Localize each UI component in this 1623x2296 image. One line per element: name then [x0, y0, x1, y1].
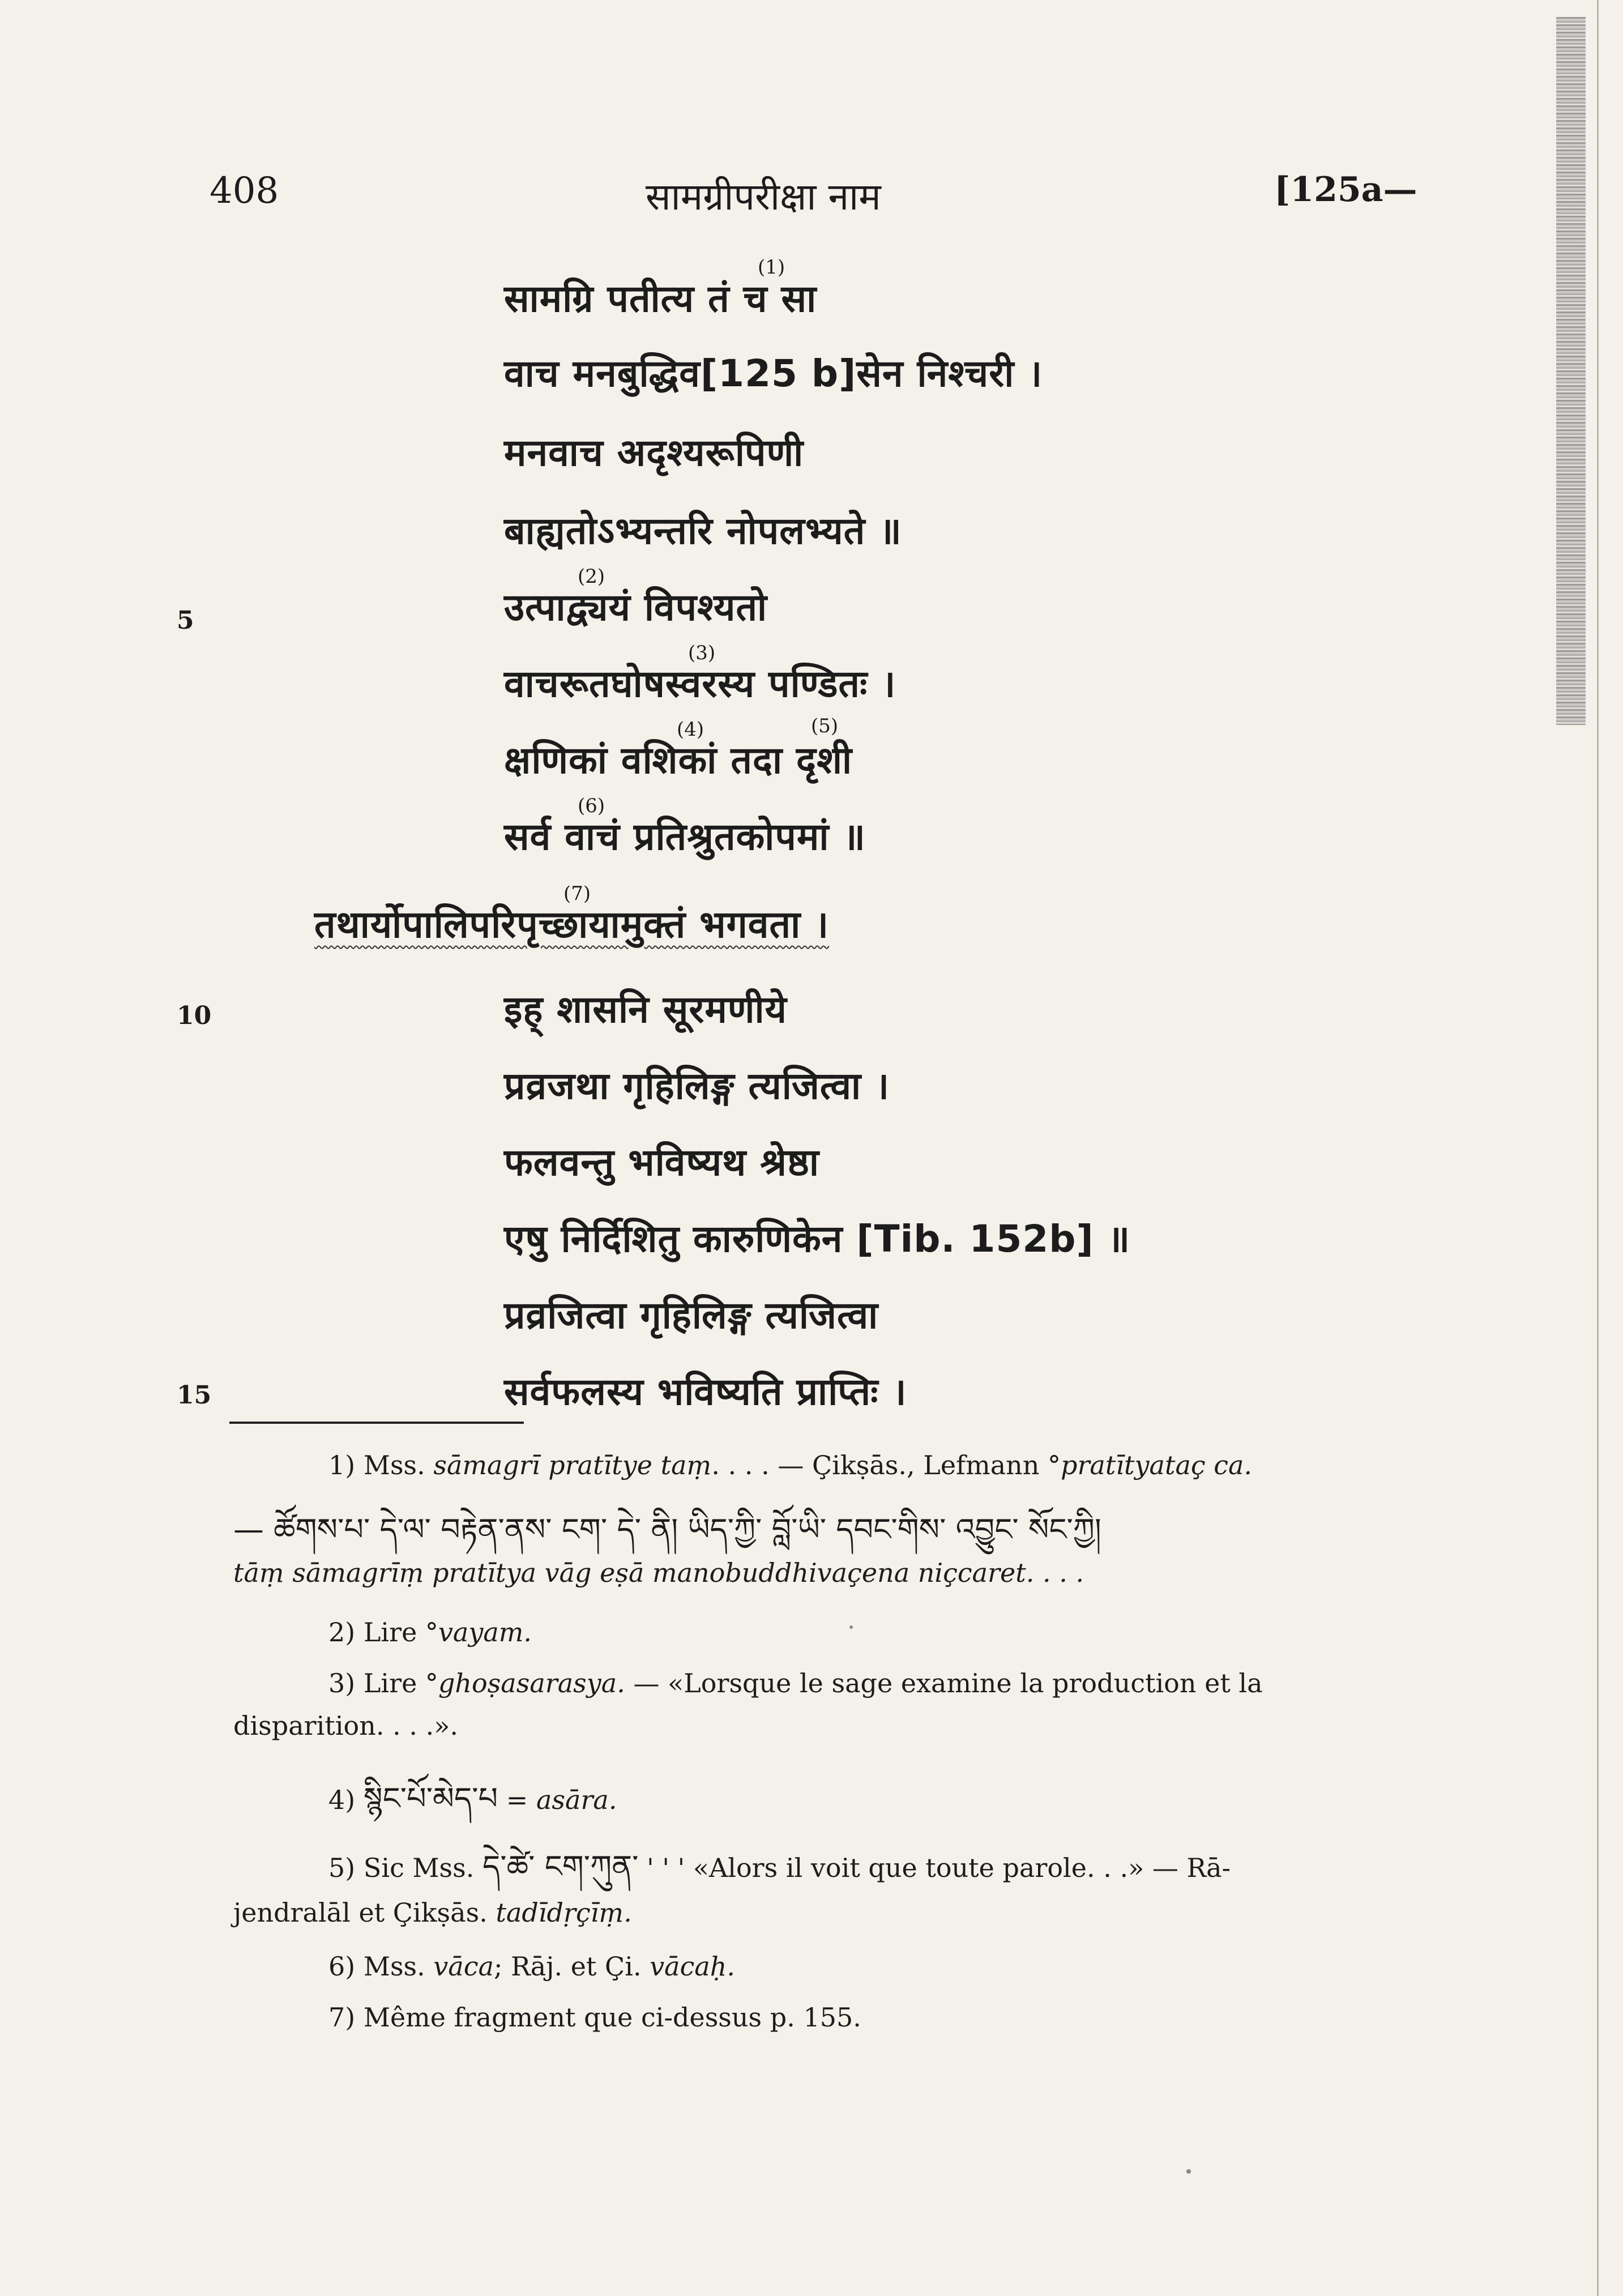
footnote-marker: (7): [563, 882, 591, 905]
underlined-citation: तथार्योपालिपरिपृच्छायामुक्तं भगवता ।: [314, 903, 830, 946]
footnote-number: 1): [328, 1450, 356, 1480]
footnote-number: 5): [328, 1853, 356, 1883]
verse-line: सामग्रि पतीत्य तं च सा: [504, 277, 817, 321]
footnote-marker: (6): [578, 795, 605, 817]
verse-line: प्रव्रजित्वा गृहिलिङ्ग त्यजित्वा: [504, 1294, 879, 1337]
footnote-rule: [229, 1422, 524, 1424]
footnote-marker: (3): [688, 642, 716, 664]
running-title: सामग्रीपरीक्षा नाम: [646, 175, 881, 219]
footnote-text: Mss.: [363, 1951, 425, 1982]
footnote-text: . . . . — Çikṣās., Lefmann °: [711, 1450, 1061, 1480]
verse-line: सर्व वाचं प्रतिश्रुतकोपमां ॥: [504, 815, 866, 859]
footnote-italic: sāmagrī pratītye taṃ: [433, 1450, 712, 1480]
footnote-text: ' ' ' «Alors il voit que toute parole. . .» — Rā-: [638, 1853, 1231, 1883]
line-number: 10: [177, 1001, 212, 1030]
footnote-italic: tāṃ sāmagrīṃ pratītya vāg eṣā manobuddhivaçena niçcaret. . . .: [233, 1557, 1084, 1588]
page-number: 408: [210, 170, 279, 212]
footnote-marker: (4): [677, 718, 704, 741]
verse-line: एषु निर्दिशितु कारुणिकेन [Tib. 152b] ॥: [504, 1217, 1131, 1261]
verse-line: फलवन्तु भविष्यथ श्रेष्ठा: [504, 1141, 820, 1184]
footnote-1-transliteration: [233, 1557, 1084, 1588]
footnote-text: Lire °: [363, 1617, 438, 1648]
footnote-3-continued: disparition. . . .».: [233, 1710, 458, 1741]
footnote-italic: tadīdṛçīṃ.: [496, 1897, 632, 1928]
verse-line: प्रव्रजथा गृहिलिङ्ग त्यजित्वा ।: [504, 1064, 890, 1108]
footnote-italic: asāra.: [536, 1785, 617, 1815]
footnote-italic: vayam.: [438, 1617, 532, 1648]
line-number: 15: [177, 1381, 212, 1410]
footnote-italic: ghoṣasarasya.: [438, 1668, 625, 1698]
verse-line: क्षणिकां वशिकां तदा दृशी: [504, 739, 853, 782]
footnote-tibetan: དེ་ཚེ་ ངག་ཀུན་: [482, 1849, 639, 1884]
footnote-1-tibetan: — ཚོགས་པ་ དེ་ལ་ བརྟེན་ནས་ ངག་ དེ་ ནི། ཡིད་ཀྱི་ བློ་ཡི་ དབང་གིས་ འབྱུང་ སོང་ཀྱི།: [233, 1512, 1101, 1547]
footnote-2: [328, 1617, 532, 1648]
verse-line: इह् शासनि सूरमणीये: [504, 988, 787, 1031]
line-number: 5: [177, 606, 194, 635]
footnote-number: 3): [328, 1668, 356, 1698]
footnote-marker: (2): [578, 565, 605, 588]
footnote-text: Mss.: [363, 1450, 425, 1480]
footnote-tibetan: སྙིང་པོ་མེད་པ: [363, 1781, 498, 1816]
verse-line: मनवाच अदृश्यरूपिणी: [504, 431, 804, 475]
footnote-1: [328, 1450, 1252, 1480]
footnote-number: 2): [328, 1617, 356, 1648]
footnote-text: jendralāl et Çikṣās.: [233, 1897, 488, 1928]
footnote-text: — «Lorsque le sage examine la production et la: [625, 1668, 1263, 1698]
prose-line: [314, 898, 829, 949]
footnote-italic: vācaḥ.: [650, 1951, 736, 1982]
footnote-text: Lire °: [363, 1668, 438, 1698]
verse-line: वाच मनबुद्धिव[125 b]सेन निश्चरी ।: [504, 352, 1043, 395]
verse-line: बाह्यतोऽभ्यन्तरि नोपलभ्यते ॥: [504, 509, 902, 553]
footnote-6: [328, 1951, 735, 1982]
footnote-5-continued: [233, 1897, 632, 1928]
footnote-text: ; Rāj. et Çi.: [494, 1951, 642, 1982]
verse-line: सर्वफलस्य भविष्यति प्राप्तिः ।: [504, 1370, 907, 1414]
footnote-3: [328, 1668, 1263, 1698]
footnote-marker: (5): [811, 715, 839, 737]
footnote-text: =: [498, 1785, 536, 1815]
binding-edge: [1556, 17, 1586, 725]
footnote-marker: (1): [758, 256, 785, 279]
footnote-number: 6): [328, 1951, 356, 1982]
footnote-7: [328, 2002, 861, 2033]
verse-line: वाचरूतघोषस्वरस्य पण्डितः ।: [504, 662, 896, 706]
verse-line: उत्पाद्व्ययं विपश्यतो: [504, 586, 768, 629]
footnote-number: 4): [328, 1785, 356, 1815]
footnote-text: Sic Mss.: [363, 1853, 475, 1883]
footnote-number: 7): [328, 2002, 356, 2033]
ink-speck: [849, 1625, 853, 1629]
footnote-text: Même fragment que ci-dessus p. 155.: [363, 2002, 861, 2033]
folio-reference: [125a—: [1274, 170, 1417, 210]
footnote-italic: pratītyataç ca.: [1061, 1450, 1253, 1480]
page-edge-line: [1597, 0, 1599, 2296]
footnote-italic: vāca: [433, 1951, 494, 1982]
ink-speck: [1186, 2169, 1191, 2174]
